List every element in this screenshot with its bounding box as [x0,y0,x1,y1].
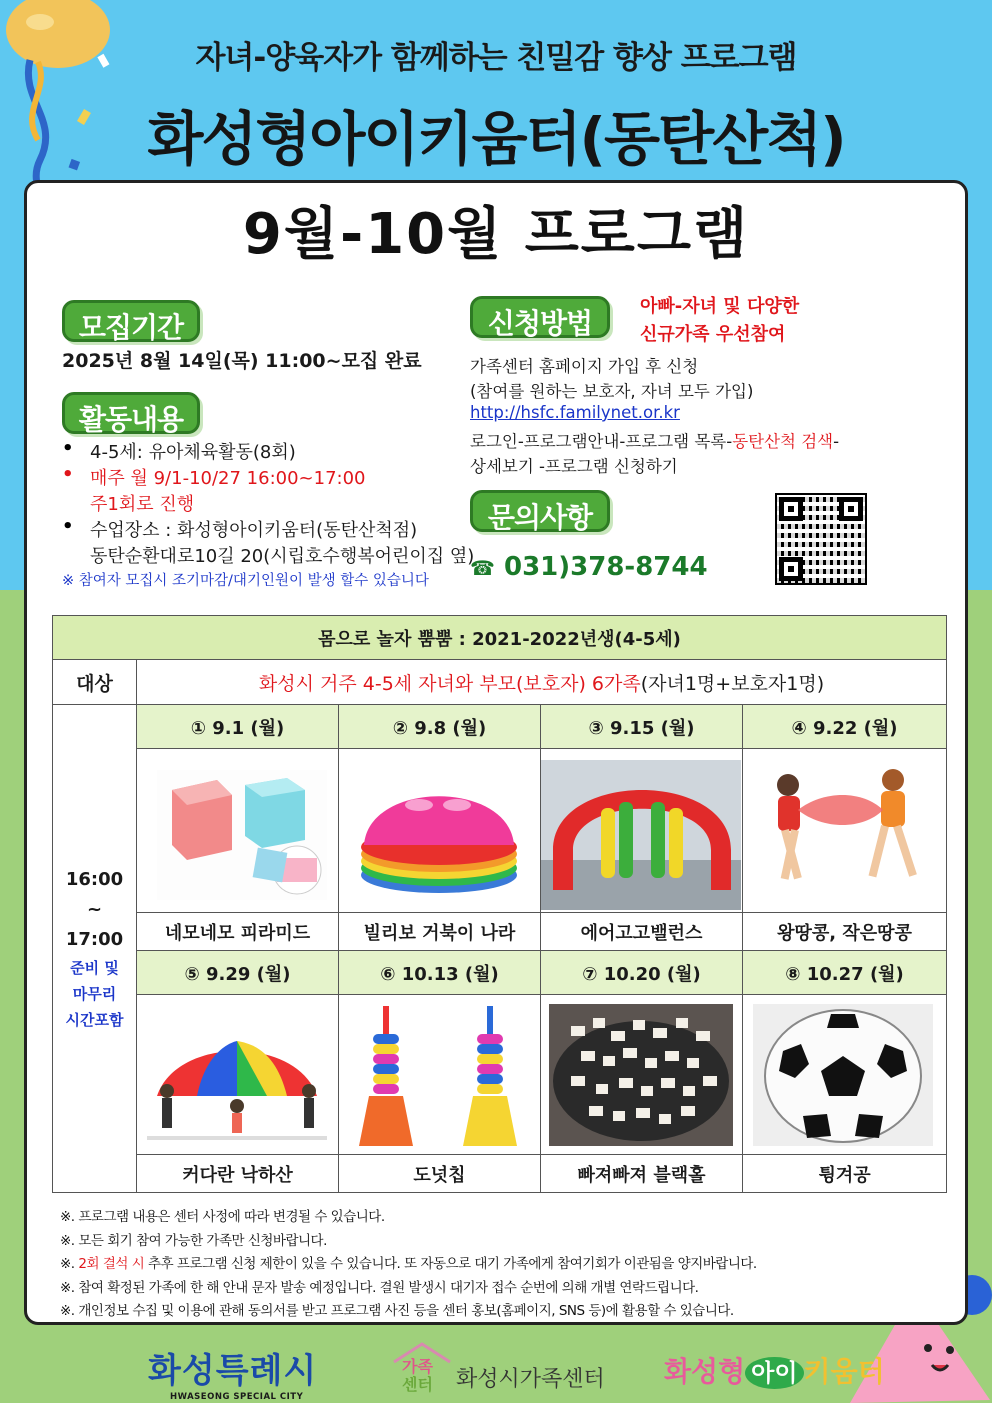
schedule-table [52,615,947,1193]
phone-text: 031)378-8744 [503,552,708,582]
session-image-cell [541,995,743,1155]
session-date: ① 9.1 (월) [137,705,339,749]
activity-item-address: 동탄순환대로10길 20(시립호수행복어린이집 옆) [90,546,475,567]
note-3-prefix: ※. [60,1256,79,1272]
note-2: ※. 모든 회기 참여 가능한 가족만 신청바랍니다. [60,1232,327,1249]
time-start: 16:00 [65,868,124,890]
activity-item-age: 4-5세: 유아체육활동(8회) [90,442,296,463]
logo2-icon-a: 가족 [402,1357,433,1376]
session-date: ③ 9.15 (월) [541,705,743,749]
session-name: 도넛칩 [339,1155,541,1193]
logo2-text: 화성시가족센터 [456,1367,605,1392]
bullet: • [62,438,74,459]
activity-item-place: 수업장소 : 화성형아이키움터(동탄산척점) [90,520,418,541]
priority-line2: 신규가족 우선참여 [640,324,786,345]
time-cell [53,705,137,1193]
qr-code[interactable] [775,493,867,585]
apply-badge: 신청방법 [470,296,610,338]
logo1-text: 화성특례시 [148,1351,318,1391]
time-note-3: 시간포함 [65,1010,124,1029]
target-black: (자녀1명+보호자1명) [640,672,825,695]
session-date: ⑦ 10.20 (월) [541,951,743,995]
target-red: 화성시 거주 4-5세 자녀와 부모(보호자) 6가족 [258,672,641,695]
logo2-icon-b: 센터 [402,1375,433,1394]
session-image-cell [339,995,541,1155]
note-4: ※. 참여 확정된 가족에 한 해 안내 문자 발송 예정입니다. 결원 발생시 대기자 접수 순번에 의해 개별 연락드립니다. [60,1279,699,1296]
bullet: • [62,516,74,537]
note-3-rest: 추후 프로그램 신청 제한이 있을 수 있습니다. 또 자동으로 대기 가족에게 참여기회가 이관됨을 양지바랍니다. [144,1256,757,1272]
session-date: ② 9.8 (월) [339,705,541,749]
priority-line1: 아빠-자녀 및 다양한 [640,296,800,317]
session-name: 빌리보 거북이 나라 [339,913,541,951]
donut-stack-image [339,996,539,1154]
session-name: 에어고고밸런스 [541,913,743,951]
black-hole-image [541,996,741,1154]
time-end: 17:00 [65,928,124,950]
apply-line1: 가족센터 홈페이지 가입 후 신청 [470,357,699,376]
phone-number[interactable] [470,552,708,582]
apply-line2: (참여를 원하는 보호자, 자녀 모두 가입) [470,382,754,401]
recruit-badge: 모집기간 [62,300,200,342]
qr-finder [779,557,803,581]
target-label: 대상 [53,660,137,705]
kiumteo-logo[interactable] [664,1350,885,1390]
time-note [53,955,136,1033]
note-3 [60,1253,757,1277]
program-subtitle: 자녀-양육자가 함께하는 친밀감 향상 프로그램 [195,40,797,76]
session-image-cell [137,749,339,913]
session-image-cell [743,995,947,1155]
center-title: 화성형아이키움터(동탄산척) [147,105,845,173]
note-3-red: 2회 결석 시 [78,1256,145,1272]
qr-finder [839,497,863,521]
soccer-ball-image [743,996,943,1154]
billibo-shell-image [339,750,539,912]
time-note-2: 마무리 [72,984,117,1003]
session-name: 왕땅콩, 작은땅콩 [743,913,947,951]
air-balance-image [541,750,741,912]
logo3-a: 화성형 [664,1355,746,1388]
time-note-1: 준비 및 [70,958,119,977]
apply-steps-a: 로그인-프로그램안내-프로그램 목록- [470,432,733,451]
session-image-cell [339,749,541,913]
time-tilde: ~ [86,898,103,920]
qr-finder [779,497,803,521]
session-date: ④ 9.22 (월) [743,705,947,749]
month-title: 9월-10월 프로그램 [242,202,750,267]
session-image-cell [743,749,947,913]
session-name: 빠져빠져 블랙홀 [541,1155,743,1193]
hwaseong-city-logo[interactable] [148,1343,317,1402]
session-image-cell [541,749,743,913]
logo3-b: 아이 [745,1357,803,1389]
apply-steps-b: - [833,432,840,451]
session-name: 커다란 낙하산 [137,1155,339,1193]
bullet: • [62,464,74,485]
table-header: 몸으로 놀자 뿜뿜 : 2021-2022년생(4-5세) [53,616,947,660]
target-value [137,660,947,705]
session-date: ⑥ 10.13 (월) [339,951,541,995]
session-image-cell [137,995,339,1155]
foam-cubes-image [137,750,337,912]
phone-icon: ☎ [470,556,495,580]
logo3-c: 키움터 [803,1355,885,1388]
session-date: ⑤ 9.29 (월) [137,951,339,995]
peanut-kids-image [743,750,943,912]
session-name: 네모네모 피라미드 [137,913,339,951]
activity-item-frequency: 주1회로 진행 [90,494,195,515]
apply-steps-line2: 상세보기 -프로그램 신청하기 [470,457,678,476]
apply-steps [470,428,839,452]
apply-steps-search: 동탄산척 검색 [732,432,834,451]
logo1-sub: HWASEONG SPECIAL CITY [170,1392,304,1402]
recruit-period: 2025년 8월 14일(목) 11:00~모집 완료 [62,350,422,372]
activity-item-schedule: 매주 월 9/1-10/27 16:00~17:00 [90,468,366,489]
note-5: ※. 개인정보 수집 및 이용에 관해 동의서를 받고 프로그램 사진 등을 센터 홍보(홈페이지, SNS 등)에 활용할 수 있습니다. [60,1303,734,1319]
notes [60,1206,757,1324]
parachute-image [137,996,337,1154]
homepage-link[interactable]: http://hsfc.familynet.or.kr [470,403,680,422]
inquiry-badge: 문의사항 [470,490,610,532]
note-1: ※. 프로그램 내용은 센터 사정에 따라 변경될 수 있습니다. [60,1209,385,1225]
session-name: 튕겨공 [743,1155,947,1193]
activity-notice: ※ 참여자 모집시 조기마감/대기인원이 발생 할수 있습니다 [62,573,429,589]
activity-badge: 활동내용 [62,392,200,434]
session-date: ⑧ 10.27 (월) [743,951,947,995]
